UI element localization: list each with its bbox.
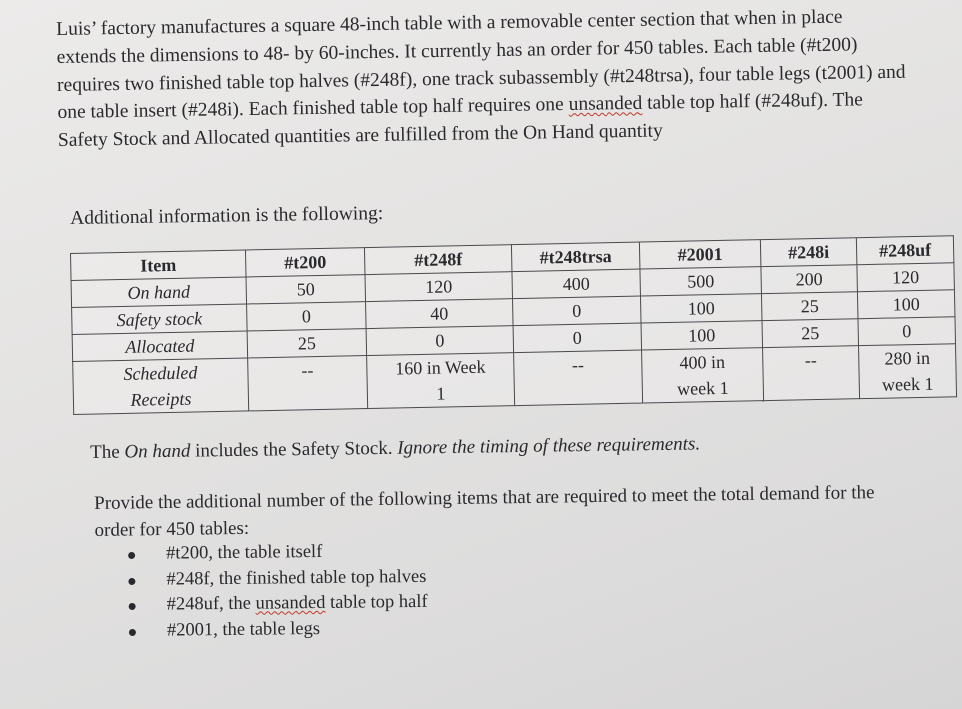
additional-info-heading: Additional information is the following: (70, 203, 384, 229)
note-text: includes the Safety Stock. (190, 437, 398, 462)
cell-line: 400 in (679, 351, 726, 373)
table-cell (859, 344, 957, 399)
cell-line: -- (301, 360, 314, 381)
table-cell: 100 (641, 321, 763, 350)
table-cell (514, 350, 643, 406)
note-text: The (90, 441, 125, 463)
header-item: Item (71, 250, 247, 281)
row-label-on-hand: On hand (71, 277, 247, 308)
table-cell: 400 (512, 269, 641, 299)
list-item (129, 590, 428, 619)
label-line: Receipts (130, 388, 192, 410)
list-item-text: #2001, the table legs (166, 618, 321, 641)
table-cell: 0 (858, 317, 956, 346)
table-cell: 200 (761, 265, 858, 294)
cell-line: 160 in Week (395, 356, 486, 379)
table-cell: 120 (857, 263, 955, 292)
bullet-icon (128, 552, 135, 559)
row-label-safety-stock: Safety stock (72, 304, 248, 335)
table-cell: 100 (640, 294, 762, 323)
note-ignore-timing: Ignore the timing of these requirements. (397, 433, 701, 459)
list-item-text: #t200, the table itself (166, 541, 323, 564)
header-t248trsa: #t248trsa (511, 242, 640, 272)
table-cell: 40 (366, 299, 514, 329)
list-item (128, 539, 427, 568)
table-cell (248, 356, 368, 411)
inventory-table-wrapper (70, 235, 957, 415)
list-item-text: #248uf, the (166, 593, 256, 615)
cell-line: week 1 (881, 373, 934, 395)
unsanded-word: unsanded (568, 93, 643, 116)
header-2001: #2001 (639, 240, 761, 269)
table-cell (763, 346, 860, 401)
table-cell: 0 (366, 326, 514, 356)
items-list (128, 539, 428, 644)
row-label-scheduled-receipts (73, 358, 249, 415)
list-item-text: table top half (325, 591, 428, 613)
list-item (128, 564, 427, 593)
problem-text-part1: Luis’ factory manufactures a square 48-inch table with a removable center section that when in place extends the dimensions to 48- by 60-inches. It currently has an order for 450 tables. Each table (#t200) requires two finished table top halves (#248f), one track subassembly (#t248trsa), four table legs (t2001) and one table insert (#248i). Each finished table top half requires one (56, 6, 906, 124)
table-cell (367, 353, 515, 409)
header-t200: #t200 (245, 248, 365, 277)
problem-statement (56, 3, 908, 155)
table-cell: 50 (246, 275, 366, 304)
header-t248f: #t248f (364, 245, 512, 275)
table-cell (642, 348, 764, 403)
list-item (129, 615, 428, 644)
cell-line: -- (804, 350, 817, 371)
table-cell: 25 (247, 329, 367, 358)
table-cell: 25 (761, 292, 858, 321)
problem-text-part2: table top half (#248uf). The Safety Stock and Allocated quantities are fulfilled from the On Hand quantity (57, 89, 863, 152)
cell-line: week 1 (676, 377, 729, 399)
table-cell: 500 (640, 267, 762, 296)
table-cell: 0 (513, 323, 642, 353)
table-cell: 0 (247, 302, 367, 331)
header-248i: #248i (760, 238, 857, 267)
list-item-text: #248f, the finished table top halves (166, 566, 427, 590)
row-label-allocated: Allocated (72, 331, 248, 362)
bullet-icon (129, 603, 136, 610)
on-hand-note (90, 433, 700, 464)
cell-line: 1 (436, 383, 446, 404)
bullet-icon (129, 628, 136, 635)
question-text: Provide the additional number of the following items that are required to meet the total demand for the order for 450 tables: (94, 482, 875, 541)
table-cell: 0 (513, 296, 642, 326)
cell-line: -- (571, 354, 585, 375)
header-248uf: #248uf (856, 236, 954, 265)
table-cell: 25 (762, 319, 859, 348)
unsanded-word: unsanded (255, 592, 326, 614)
bullet-icon (128, 577, 135, 584)
note-on-hand: On hand (124, 440, 191, 463)
inventory-table (70, 235, 957, 415)
table-cell: 120 (365, 272, 513, 302)
label-line: Scheduled (123, 362, 198, 384)
cell-line: 280 in (884, 347, 931, 369)
table-cell: 100 (857, 290, 955, 319)
